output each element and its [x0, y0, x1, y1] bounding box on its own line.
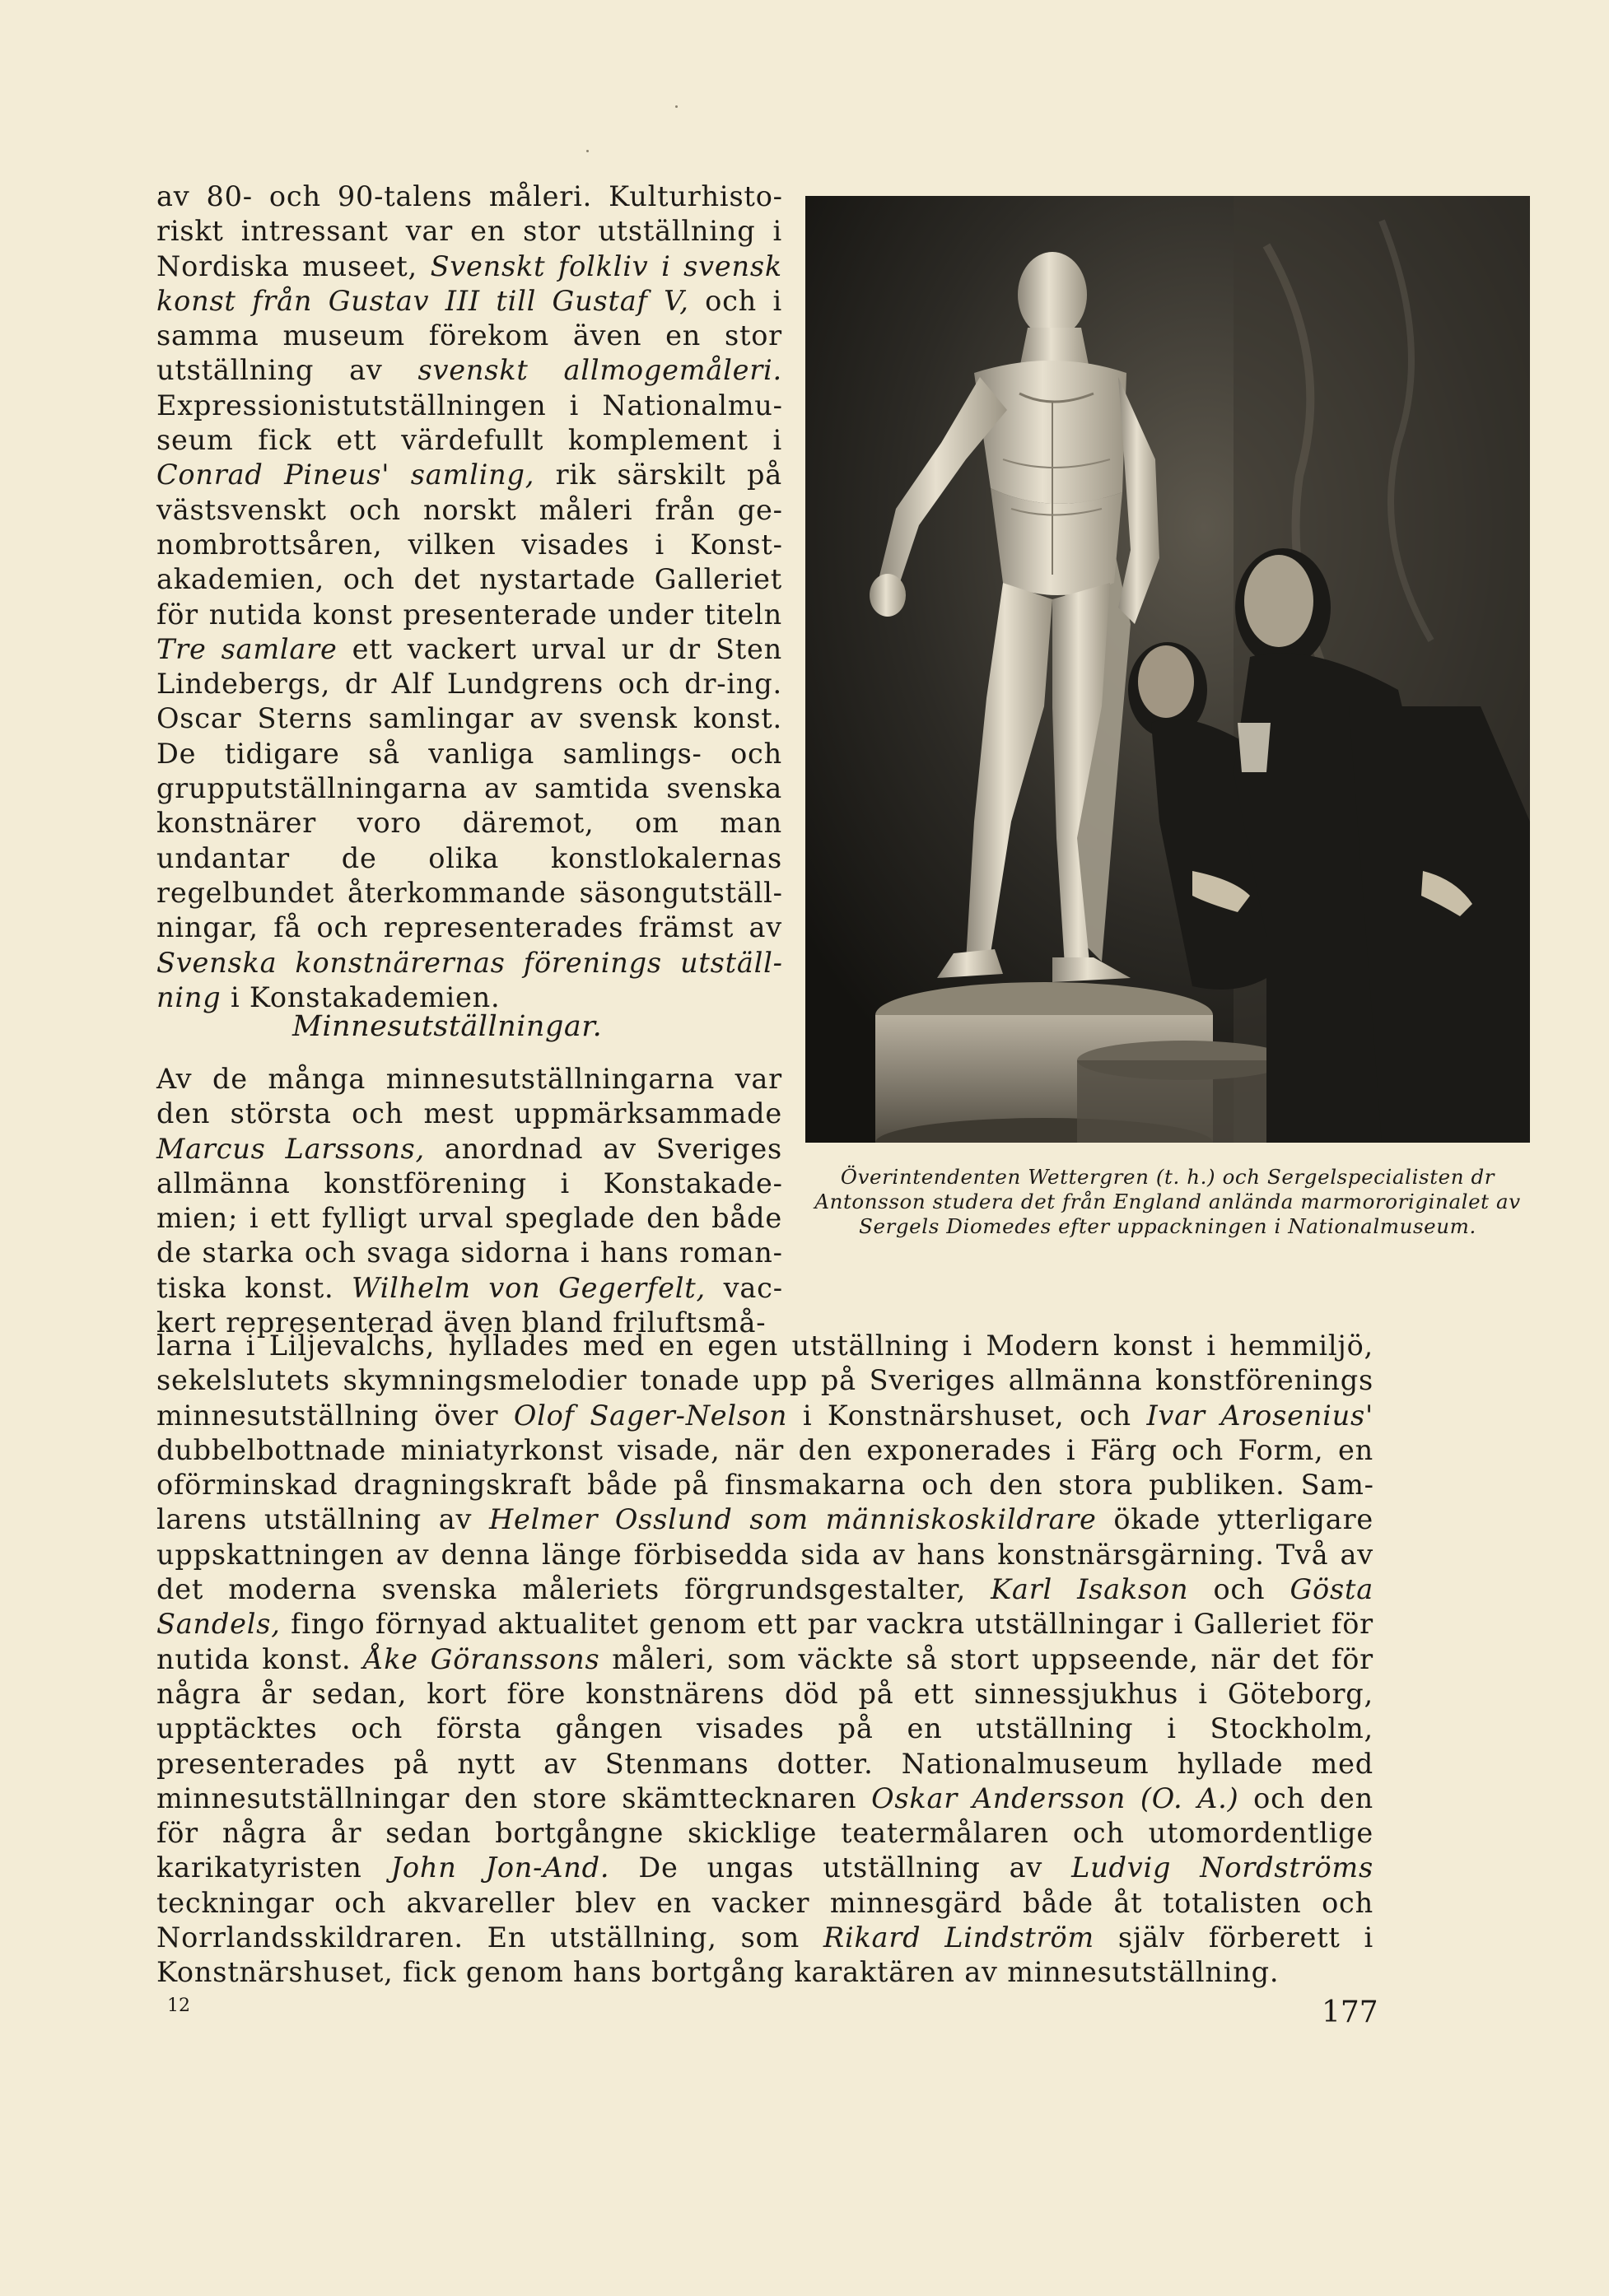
italic-phrase: Tre samlare	[156, 632, 338, 665]
italic-phrase: Helmer Osslund som människoskildrare	[488, 1503, 1097, 1536]
italic-phrase: John Jon-And.	[390, 1851, 610, 1884]
text-run: i Konstakademien.	[221, 980, 501, 1013]
page-number: 177	[1322, 1996, 1378, 2029]
photo-illustration	[805, 196, 1530, 1143]
print-speck	[586, 150, 589, 152]
italic-phrase: Gösta Sandels,	[156, 1573, 1373, 1641]
text-run: och i samma museum förekom även en stor utställning av	[156, 284, 782, 387]
text-run: i Konstnärshuset, och	[787, 1399, 1147, 1432]
paragraph-text	[156, 1062, 782, 1340]
italic-phrase: Olof Sager-Nelson	[513, 1399, 788, 1432]
text-run: anordnad av Sveriges allmänna konstförening i Konstakademien; i ett fylligt urval speglade den både de starka och svaga sidorna i hans romantiska konst.	[156, 1132, 783, 1304]
text-run: teckningar och akvareller blev en vacker minnesgärd både åt totalisten och Norrlandsskildraren. En utställning, som	[156, 1886, 1373, 1954]
text-run: måleri, som väckte så stort uppseende, när det för några år sedan, kort före konstnärens död på ett sinnessjukhus i Göteborg, upptäcktes och första gången visades på en utställning i Stockholm, presenterades på nytt av Stenmans dotter. Nationalmuseum hyllade med minnesutställningar den store skämttecknaren	[156, 1642, 1373, 1814]
text-run: Expressionistutställningen i Nationalmuseum fick ett värdefullt komplement i	[156, 389, 782, 457]
italic-phrase: Karl Isakson	[991, 1573, 1189, 1606]
italic-phrase: Oskar Andersson (O. A.)	[871, 1781, 1239, 1814]
paragraph-intro	[156, 179, 782, 1015]
text-run: ett vackert urval ur dr Sten Lindebergs, dr Alf Lundgrens och dr-ing. Oscar Sterns samlingar av svensk konst. De tidigare så vanliga samlings- och grupputställningarna av samtida svenska konstnärer voro däremot, om man undantar de olika konstlokalernas regelbundet återkommande säsongutställningar, få och representerades främst av	[156, 632, 782, 944]
italic-phrase: Rikard Lindström	[823, 1921, 1094, 1954]
italic-phrase: Svenskt folkliv i svensk konst från Gustav III till Gustaf V,	[156, 249, 782, 317]
italic-phrase: Svenska konstnärernas förenings utställning	[156, 946, 782, 1013]
printer-signature: 12	[167, 1996, 190, 2016]
italic-phrase: Ludvig Nordströms	[1071, 1851, 1373, 1884]
text-run: fingo förnyad aktualitet genom ett par vackra utställningar i Galleriet för nutida konst.	[156, 1608, 1373, 1675]
text-run: ökade ytterligare uppskattningen av denna länge förbisedda sida av hans konstnärsgärning. Två av det moderna svenska måleriets förgrundsgestalter,	[156, 1503, 1374, 1606]
text-run: rik särskilt på västsvenskt och norskt måleri från genombrottsåren, vilken visades i Konstakademien, och det nystartade Galleriet för nutida konst presenterade under titeln	[156, 459, 782, 631]
text-run: vackert representerad även bland friluftsmå-	[156, 1271, 783, 1339]
section-subheading: Minnesutställningar.	[292, 1010, 603, 1043]
photograph-statue-diomedes	[805, 196, 1530, 1143]
text-run: och den för några år sedan bortgångne skicklige teatermålaren och utomordentlige karikatyristen	[156, 1781, 1373, 1884]
text-run: och	[1188, 1573, 1290, 1606]
italic-phrase: Conrad Pineus' samling,	[156, 459, 535, 491]
photo-caption: Överintendenten Wettergren (t. h.) och Sergelspecialisten dr Antonsson studera det från England anlända marmororiginalet av Sergels Diomedes efter uppackningen i Nationalmuseum.	[814, 1165, 1521, 1238]
paragraph-continued	[156, 1329, 1373, 1991]
text-run: Av de många minnesutställningarna var den största och mest uppmärksammade	[156, 1063, 782, 1130]
italic-phrase: Wilhelm von Gegerfelt,	[352, 1271, 706, 1304]
italic-phrase: Marcus Larssons,	[156, 1132, 425, 1165]
paragraph-text	[156, 1329, 1373, 1991]
text-run: larna i Liljevalchs, hyllades med en egen utställning i Modern konst i hemmiljö, sekelslutets skymningsmelodier tonade upp på Sveriges allmänna konstförenings minnesutställning över	[156, 1330, 1373, 1432]
italic-phrase: svenskt allmogemåleri.	[417, 354, 782, 387]
italic-phrase: Ivar Arosenius'	[1146, 1399, 1373, 1432]
italic-phrase: Åke Göranssons	[363, 1642, 600, 1675]
paragraph-text	[156, 179, 782, 1015]
text-run: av 80- och 90-talens måleri. Kulturhistoriskt intressant var en stor utställning i Nordiska museet,	[156, 180, 782, 282]
print-speck	[675, 105, 678, 108]
text-run: De ungas utställning av	[609, 1851, 1072, 1884]
text-run: själv förberett i Konstnärshuset, fick genom hans bortgång karaktären av minnesutställning.	[156, 1921, 1373, 1989]
text-run: dubbelbottnade miniatyrkonst visade, när den exponerades i Färg och Form, en oförminskad dragningskraft både på finsmakarna och den stora publiken. Samlarens utställning av	[156, 1433, 1373, 1536]
paragraph-minnesutstallningar	[156, 1062, 782, 1340]
